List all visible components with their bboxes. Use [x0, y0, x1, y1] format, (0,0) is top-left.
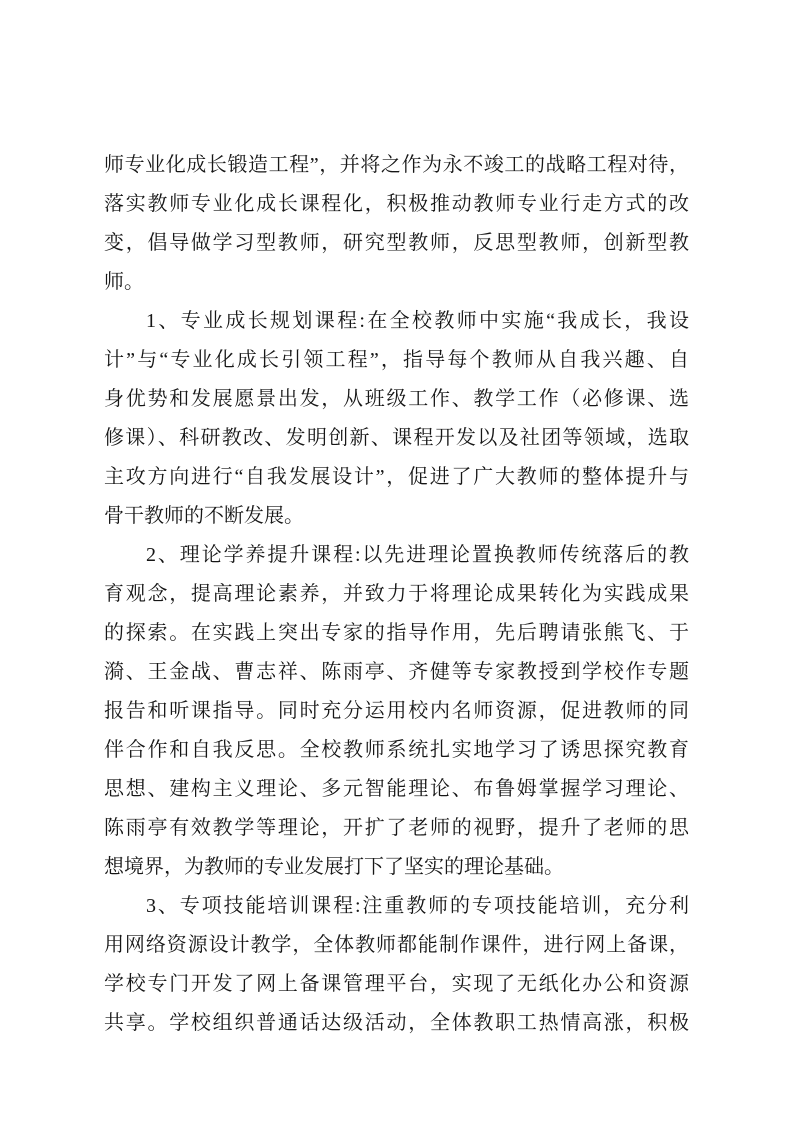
text-line: 主攻方向进行“自我发展设计”，促进了广大教师的整体提升与: [104, 466, 689, 488]
text-line: 计”与“专业化成长引领工程”，指导每个教师从自我兴趣、自: [104, 349, 689, 371]
text-line: 想境界，为教师的专业发展打下了坚实的理论基础。: [104, 856, 564, 878]
text-line: 2、理论学养提升课程:以先进理论置换教师传统落后的教: [146, 544, 689, 566]
text-line: 师专业化成长锻造工程”，并将之作为永不竣工的战略工程对待，: [104, 154, 689, 176]
text-line: 学校专门开发了网上备课管理平台，实现了无纸化办公和资源: [104, 973, 689, 995]
text-line: 3、专项技能培训课程:注重教师的专项技能培训，充分利: [146, 895, 689, 917]
text-line: 陈雨亭有效教学等理论，开扩了老师的视野，提升了老师的思: [104, 817, 689, 839]
text-line: 1、专业成长规划课程:在全校教师中实施“我成长，我设: [146, 310, 689, 332]
text-line: 的探索。在实践上突出专家的指导作用，先后聘请张熊飞、于: [104, 622, 689, 644]
text-line: 报告和听课指导。同时充分运用校内名师资源，促进教师的同: [104, 700, 689, 722]
text-line: 身优势和发展愿景出发，从班级工作、教学工作（必修课、选: [104, 388, 689, 410]
text-line: 用网络资源设计教学，全体教师都能制作课件，进行网上备课，: [104, 934, 689, 956]
paragraph-continuation: [104, 146, 689, 302]
page-text-block: [104, 146, 689, 1043]
text-line: 师。: [104, 271, 144, 293]
text-line: 落实教师专业化成长课程化，积极推动教师专业行走方式的改: [104, 193, 689, 215]
paragraph-item-2: [104, 536, 689, 887]
paragraph-item-1: [104, 302, 689, 536]
text-line: 育观念，提高理论素养，并致力于将理论成果转化为实践成果: [104, 583, 689, 605]
paragraph-item-3: [104, 887, 689, 1043]
text-line: 漪、王金战、曹志祥、陈雨亭、齐健等专家教授到学校作专题: [104, 661, 689, 683]
text-line: 骨干教师的不断发展。: [104, 505, 304, 527]
text-line: 共享。学校组织普通话达级活动，全体教职工热情高涨，积极: [104, 1012, 689, 1034]
text-line: 修课）、科研教改、发明创新、课程开发以及社团等领域，选取: [104, 427, 689, 449]
text-line: 变，倡导做学习型教师，研究型教师，反思型教师，创新型教: [104, 232, 689, 254]
text-line: 思想、建构主义理论、多元智能理论、布鲁姆掌握学习理论、: [104, 778, 689, 800]
text-line: 伴合作和自我反思。全校教师系统扎实地学习了诱思探究教育: [104, 739, 689, 761]
